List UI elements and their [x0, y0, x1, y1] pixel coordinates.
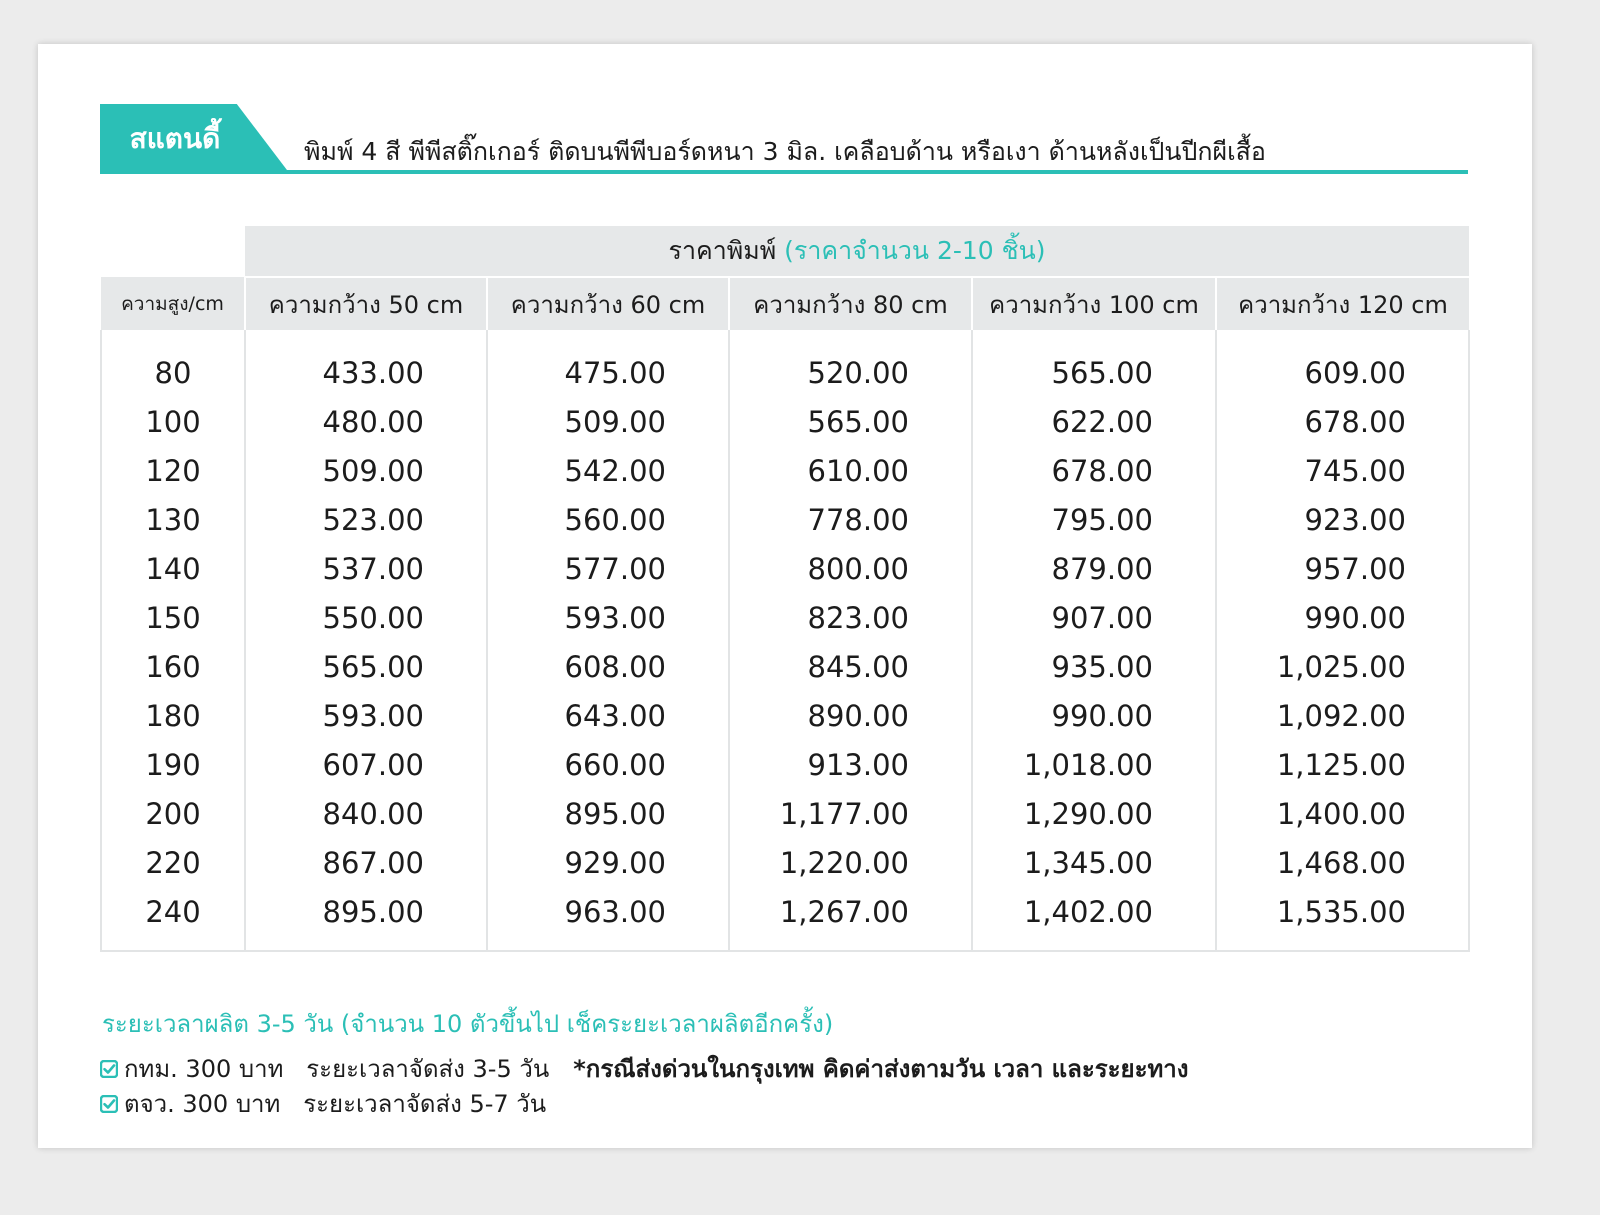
price-cell: 1,468.00	[1216, 838, 1469, 887]
header-divider	[100, 170, 1468, 174]
price-cell: 1,345.00	[972, 838, 1216, 887]
height-cell: 180	[101, 691, 245, 740]
price-cell: 565.00	[729, 397, 972, 446]
price-cell: 523.00	[245, 495, 487, 544]
checkbox-checked-icon	[100, 1095, 118, 1113]
shipping-row-upcountry	[100, 1084, 546, 1123]
price-cell: 1,267.00	[729, 887, 972, 951]
table-row	[101, 887, 1469, 951]
price-cell: 867.00	[245, 838, 487, 887]
height-column-header: ความสูง/cm	[101, 277, 245, 330]
table-title	[245, 226, 1469, 277]
price-cell: 923.00	[1216, 495, 1469, 544]
width-column-header: ความกว้าง 100 cm	[972, 277, 1216, 330]
price-table-body	[101, 330, 1469, 951]
table-row	[101, 397, 1469, 446]
price-cell: 1,177.00	[729, 789, 972, 838]
price-cell: 929.00	[487, 838, 729, 887]
price-cell: 610.00	[729, 446, 972, 495]
price-cell: 800.00	[729, 544, 972, 593]
price-cell: 1,402.00	[972, 887, 1216, 951]
price-card	[38, 44, 1532, 1148]
price-cell: 433.00	[245, 330, 487, 397]
price-cell: 608.00	[487, 642, 729, 691]
table-corner	[101, 226, 245, 277]
price-cell: 845.00	[729, 642, 972, 691]
price-cell: 550.00	[245, 593, 487, 642]
price-cell: 957.00	[1216, 544, 1469, 593]
table-row	[101, 740, 1469, 789]
price-cell: 1,400.00	[1216, 789, 1469, 838]
table-row	[101, 593, 1469, 642]
production-time-note: ระยะเวลาผลิต 3-5 วัน (จำนวน 10 ตัวขึ้นไป เช็คระยะเวลาผลิตอีกครั้ง)	[102, 1010, 834, 1038]
price-cell: 1,220.00	[729, 838, 972, 887]
table-row	[101, 446, 1469, 495]
price-cell: 520.00	[729, 330, 972, 397]
height-cell: 80	[101, 330, 245, 397]
price-cell: 678.00	[1216, 397, 1469, 446]
table-row	[101, 789, 1469, 838]
price-cell: 823.00	[729, 593, 972, 642]
price-cell: 643.00	[487, 691, 729, 740]
height-cell: 240	[101, 887, 245, 951]
price-cell: 565.00	[245, 642, 487, 691]
shipping-row-bangkok	[100, 1049, 1188, 1088]
height-cell: 160	[101, 642, 245, 691]
price-cell: 607.00	[245, 740, 487, 789]
width-column-header: ความกว้าง 60 cm	[487, 277, 729, 330]
width-column-header: ความกว้าง 80 cm	[729, 277, 972, 330]
price-cell: 509.00	[245, 446, 487, 495]
price-cell: 1,535.00	[1216, 887, 1469, 951]
product-description: พิมพ์ 4 สี พีพีสติ๊กเกอร์ ติดบนพีพีบอร์ดหนา 3 มิล. เคลือบด้าน หรือเงา ด้านหลังเป็นปีกผีเสื้อ	[304, 137, 1266, 166]
price-cell: 480.00	[245, 397, 487, 446]
price-cell: 935.00	[972, 642, 1216, 691]
express-shipping-note: *กรณีส่งด่วนในกรุงเทพ คิดค่าส่งตามวัน เวลา และระยะทาง	[573, 1055, 1189, 1083]
price-cell: 509.00	[487, 397, 729, 446]
price-cell: 745.00	[1216, 446, 1469, 495]
price-cell: 1,025.00	[1216, 642, 1469, 691]
price-cell: 1,125.00	[1216, 740, 1469, 789]
price-cell: 840.00	[245, 789, 487, 838]
height-cell: 150	[101, 593, 245, 642]
checkbox-checked-icon	[100, 1060, 118, 1078]
price-cell: 1,092.00	[1216, 691, 1469, 740]
price-cell: 990.00	[1216, 593, 1469, 642]
category-tab-label: สแตนดี้	[129, 122, 221, 155]
price-cell: 895.00	[245, 887, 487, 951]
table-title-accent: (ราคาจำนวน 2-10 ชิ้น)	[784, 236, 1046, 265]
price-cell: 660.00	[487, 740, 729, 789]
price-table	[100, 226, 1470, 952]
price-cell: 537.00	[245, 544, 487, 593]
table-row	[101, 544, 1469, 593]
table-row	[101, 691, 1469, 740]
table-row	[101, 642, 1469, 691]
height-cell: 220	[101, 838, 245, 887]
price-cell: 879.00	[972, 544, 1216, 593]
price-cell: 560.00	[487, 495, 729, 544]
price-cell: 990.00	[972, 691, 1216, 740]
price-cell: 678.00	[972, 446, 1216, 495]
price-cell: 963.00	[487, 887, 729, 951]
table-row	[101, 330, 1469, 397]
price-cell: 895.00	[487, 789, 729, 838]
price-cell: 913.00	[729, 740, 972, 789]
width-column-header: ความกว้าง 50 cm	[245, 277, 487, 330]
price-cell: 565.00	[972, 330, 1216, 397]
price-cell: 577.00	[487, 544, 729, 593]
table-row	[101, 495, 1469, 544]
height-cell: 100	[101, 397, 245, 446]
height-cell: 130	[101, 495, 245, 544]
height-cell: 120	[101, 446, 245, 495]
table-row	[101, 838, 1469, 887]
shipping-text: ตจว. 300 บาท ระยะเวลาจัดส่ง 5-7 วัน	[124, 1090, 547, 1118]
price-cell: 542.00	[487, 446, 729, 495]
price-cell: 1,290.00	[972, 789, 1216, 838]
height-cell: 140	[101, 544, 245, 593]
price-cell: 593.00	[245, 691, 487, 740]
price-cell: 593.00	[487, 593, 729, 642]
price-cell: 1,018.00	[972, 740, 1216, 789]
price-cell: 795.00	[972, 495, 1216, 544]
height-cell: 190	[101, 740, 245, 789]
height-cell: 200	[101, 789, 245, 838]
table-title-main: ราคาพิมพ์	[668, 236, 777, 265]
width-column-header: ความกว้าง 120 cm	[1216, 277, 1469, 330]
price-cell: 622.00	[972, 397, 1216, 446]
price-cell: 609.00	[1216, 330, 1469, 397]
price-cell: 890.00	[729, 691, 972, 740]
shipping-text: กทม. 300 บาท ระยะเวลาจัดส่ง 3-5 วัน	[124, 1055, 550, 1083]
price-cell: 475.00	[487, 330, 729, 397]
price-cell: 907.00	[972, 593, 1216, 642]
price-cell: 778.00	[729, 495, 972, 544]
